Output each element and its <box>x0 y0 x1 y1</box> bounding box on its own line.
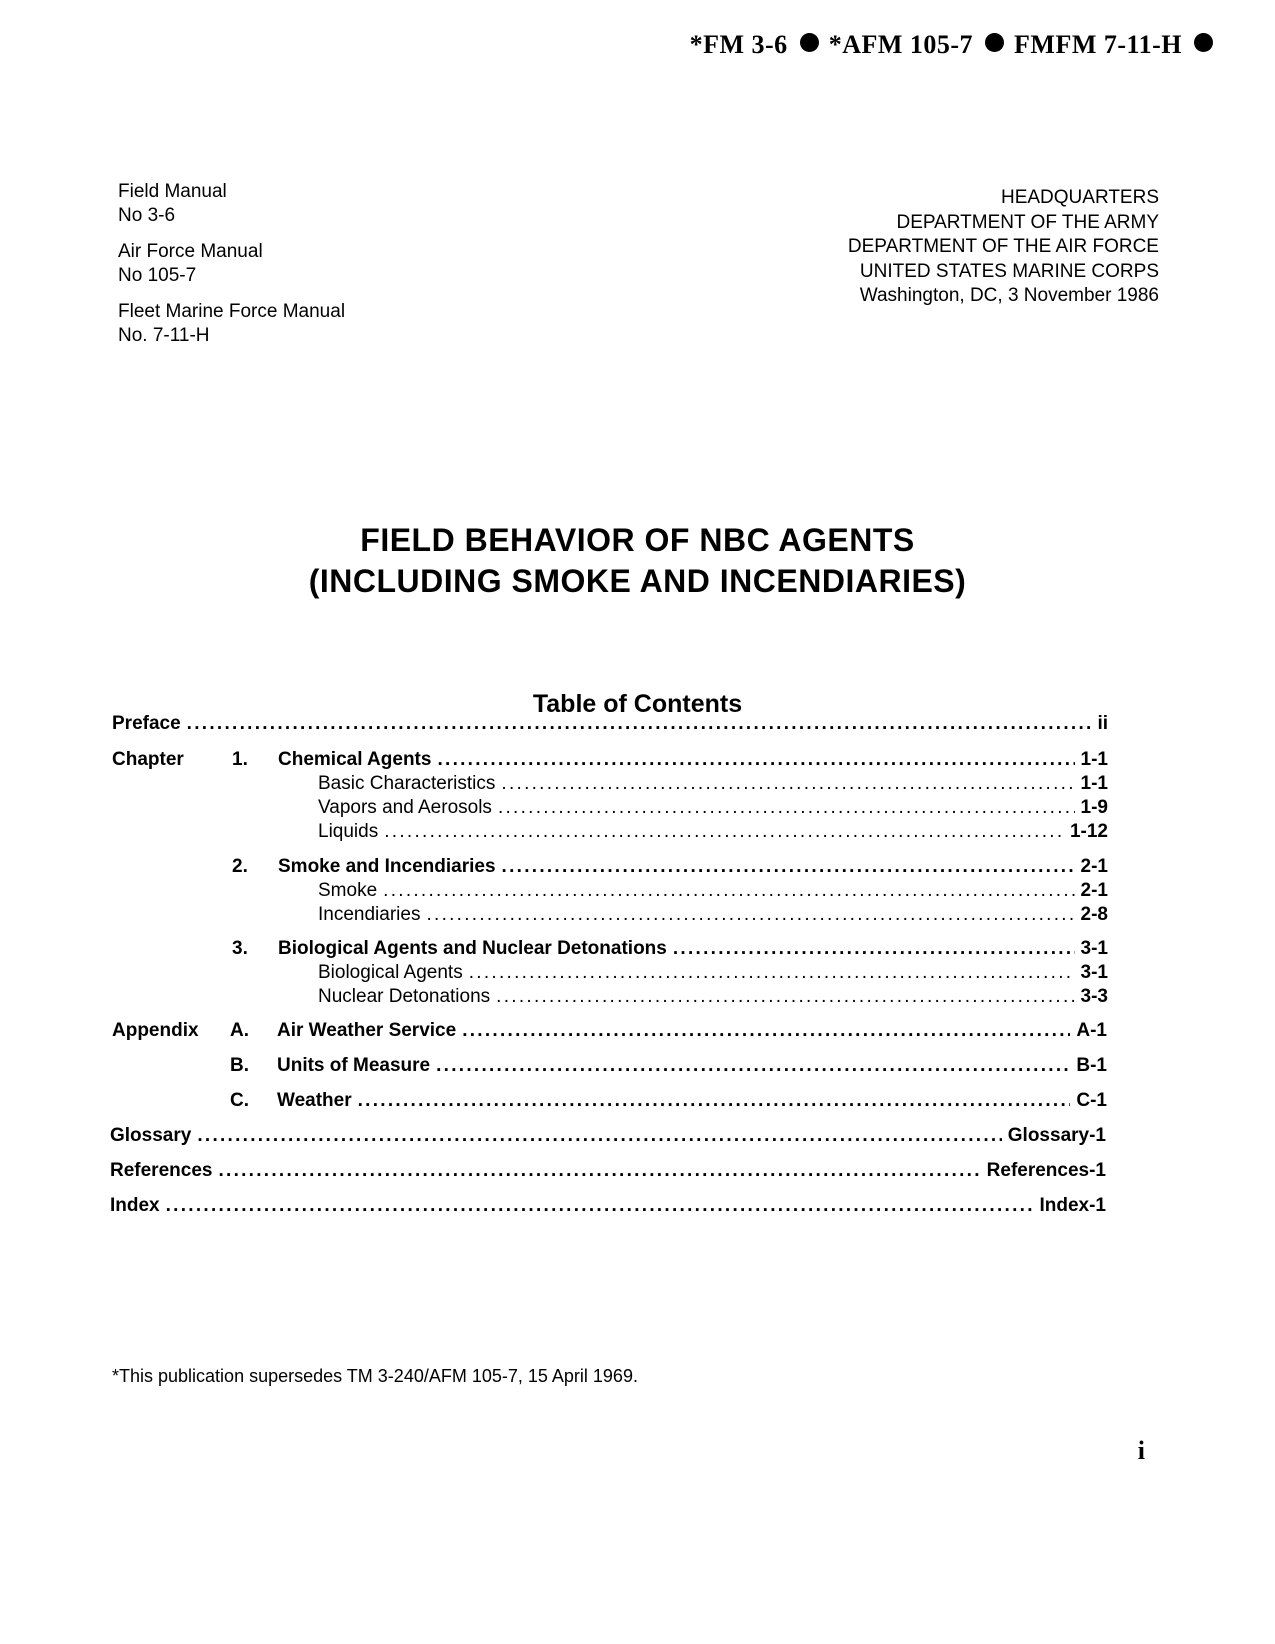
toc-entry-chapter-2[interactable] <box>278 856 1108 880</box>
pub-id-field-manual <box>118 180 345 228</box>
hq-line: DEPARTMENT OF THE AIR FORCE <box>847 236 1159 257</box>
toc-entry-glossary[interactable] <box>110 1125 1106 1149</box>
toc-entry-page: ii <box>1097 713 1108 734</box>
toc-entry-label: Smoke <box>318 880 378 901</box>
leader-dots <box>197 1125 1001 1147</box>
toc-entry-page: 3-1 <box>1080 962 1108 983</box>
toc-entry-label: Nuclear Detonations <box>318 986 491 1007</box>
toc-entry-label: Air Weather Service <box>277 1020 457 1041</box>
toc-entry-label: Biological Agents <box>318 962 463 983</box>
pub-id-air-force-manual <box>118 240 345 288</box>
toc-entry-page: B-1 <box>1076 1055 1107 1076</box>
hq-line: HEADQUARTERS <box>1000 187 1159 208</box>
toc-entry-preface[interactable] <box>112 713 1108 737</box>
toc-entry-section[interactable] <box>318 821 1108 845</box>
toc-heading: Table of Contents <box>532 690 743 718</box>
toc-entry-section[interactable] <box>318 962 1108 986</box>
toc-entry-label: Incendiaries <box>318 904 421 925</box>
title-line: FIELD BEHAVIOR OF NBC AGENTS <box>360 522 915 558</box>
hq-line: DEPARTMENT OF THE ARMY <box>896 211 1159 233</box>
title-line: (INCLUDING SMOKE AND INCENDIARIES) <box>308 563 967 599</box>
leader-dots <box>469 962 1075 984</box>
appendix-letter: B. <box>230 1055 249 1076</box>
leader-dots <box>462 1020 1070 1042</box>
chapter-label: Chapter <box>112 749 184 770</box>
toc-entry-label: Glossary <box>110 1125 192 1146</box>
toc-entry-label: References <box>110 1160 213 1181</box>
leader-dots <box>187 713 1092 735</box>
document-title <box>0 520 1275 602</box>
hq-line: UNITED STATES MARINE CORPS <box>859 260 1159 282</box>
toc-entry-label: Vapors and Aerosols <box>318 797 492 818</box>
toc-entry-label: Biological Agents and Nuclear Detonations <box>278 938 667 959</box>
chapter-number: 2. <box>232 856 248 877</box>
toc-entry-section[interactable] <box>318 904 1108 928</box>
headquarters-block <box>848 186 1159 309</box>
toc-entry-page: References-1 <box>986 1160 1106 1181</box>
toc-entry-page: C-1 <box>1076 1090 1107 1111</box>
pub-id-line: Air Force Manual <box>118 241 263 262</box>
toc-entry-label: Units of Measure <box>277 1055 431 1076</box>
toc-entry-page: Glossary-1 <box>1007 1125 1106 1146</box>
leader-dots <box>498 797 1075 819</box>
chapter-number: 1. <box>232 749 248 770</box>
pub-id-line: No 3-6 <box>118 205 176 226</box>
toc-entry-label: Chemical Agents <box>278 749 432 770</box>
leader-dots <box>496 986 1074 1008</box>
appendix-label: Appendix <box>112 1020 199 1041</box>
leader-dots <box>437 749 1074 771</box>
chapter-number: 3. <box>232 938 248 959</box>
toc-entry-references[interactable] <box>110 1160 1106 1184</box>
appendix-letter: A. <box>230 1020 249 1041</box>
page-number: i <box>1137 1436 1145 1465</box>
toc-entry-page: A-1 <box>1076 1020 1107 1041</box>
toc-entry-page: 1-1 <box>1080 749 1108 770</box>
running-head <box>690 30 1223 60</box>
toc-entry-label: Index <box>110 1195 160 1216</box>
bullet-icon <box>985 33 1004 52</box>
toc-entry-chapter-1[interactable] <box>278 749 1108 773</box>
footnote: *This publication supersedes TM 3-240/AFM 105-7, 15 April 1969. <box>112 1366 638 1386</box>
leader-dots <box>426 904 1074 926</box>
running-head-fmfm: FMFM 7-11-H <box>1014 30 1182 59</box>
toc-entry-appendix-c[interactable] <box>277 1090 1107 1114</box>
toc-entry-index[interactable] <box>110 1195 1106 1219</box>
toc-entry-appendix-b[interactable] <box>277 1055 1107 1079</box>
toc-entry-page: 2-8 <box>1080 904 1108 925</box>
toc-entry-section[interactable] <box>318 986 1108 1010</box>
toc-entry-section[interactable] <box>318 773 1108 797</box>
toc-entry-page: 3-1 <box>1080 938 1108 959</box>
pub-id-line: No. 7-11-H <box>118 325 210 346</box>
bullet-icon <box>800 33 819 52</box>
pub-id-line: Fleet Marine Force Manual <box>118 301 346 322</box>
leader-dots <box>358 1090 1071 1112</box>
toc-entry-section[interactable] <box>318 880 1108 904</box>
leader-dots <box>383 880 1074 902</box>
leader-dots <box>502 856 1075 878</box>
toc-entry-label: Smoke and Incendiaries <box>278 856 496 877</box>
toc-entry-page: Index-1 <box>1039 1195 1106 1216</box>
toc-entry-page: 2-1 <box>1080 856 1108 877</box>
toc-entry-section[interactable] <box>318 797 1108 821</box>
leader-dots <box>218 1160 980 1182</box>
toc-entry-page: 1-9 <box>1080 797 1108 818</box>
leader-dots <box>166 1195 1034 1217</box>
toc-entry-appendix-a[interactable] <box>277 1020 1107 1044</box>
pub-id-line: No 105-7 <box>118 265 197 286</box>
hq-date: Washington, DC, 3 November 1986 <box>859 285 1159 306</box>
appendix-letter: C. <box>230 1090 249 1111</box>
toc-entry-label: Weather <box>277 1090 352 1111</box>
leader-dots <box>436 1055 1070 1077</box>
leader-dots <box>501 773 1074 795</box>
leader-dots <box>673 938 1075 960</box>
pub-id-fleet-marine-manual <box>118 300 345 348</box>
bullet-icon <box>1194 33 1213 52</box>
toc-entry-page: 2-1 <box>1080 880 1108 901</box>
publication-ids <box>118 180 345 360</box>
toc-entry-label: Preface <box>112 713 181 734</box>
toc-entry-page: 1-12 <box>1069 821 1108 842</box>
toc-entry-page: 1-1 <box>1080 773 1108 794</box>
toc-entry-chapter-3[interactable] <box>278 938 1108 962</box>
toc-entry-label: Liquids <box>318 821 379 842</box>
running-head-afm: *AFM 105-7 <box>828 30 974 59</box>
pub-id-line: Field Manual <box>118 181 227 202</box>
toc-entry-page: 3-3 <box>1080 986 1108 1007</box>
toc-entry-label: Basic Characteristics <box>318 773 496 794</box>
running-head-fm: *FM 3-6 <box>689 30 788 59</box>
leader-dots <box>384 821 1064 843</box>
